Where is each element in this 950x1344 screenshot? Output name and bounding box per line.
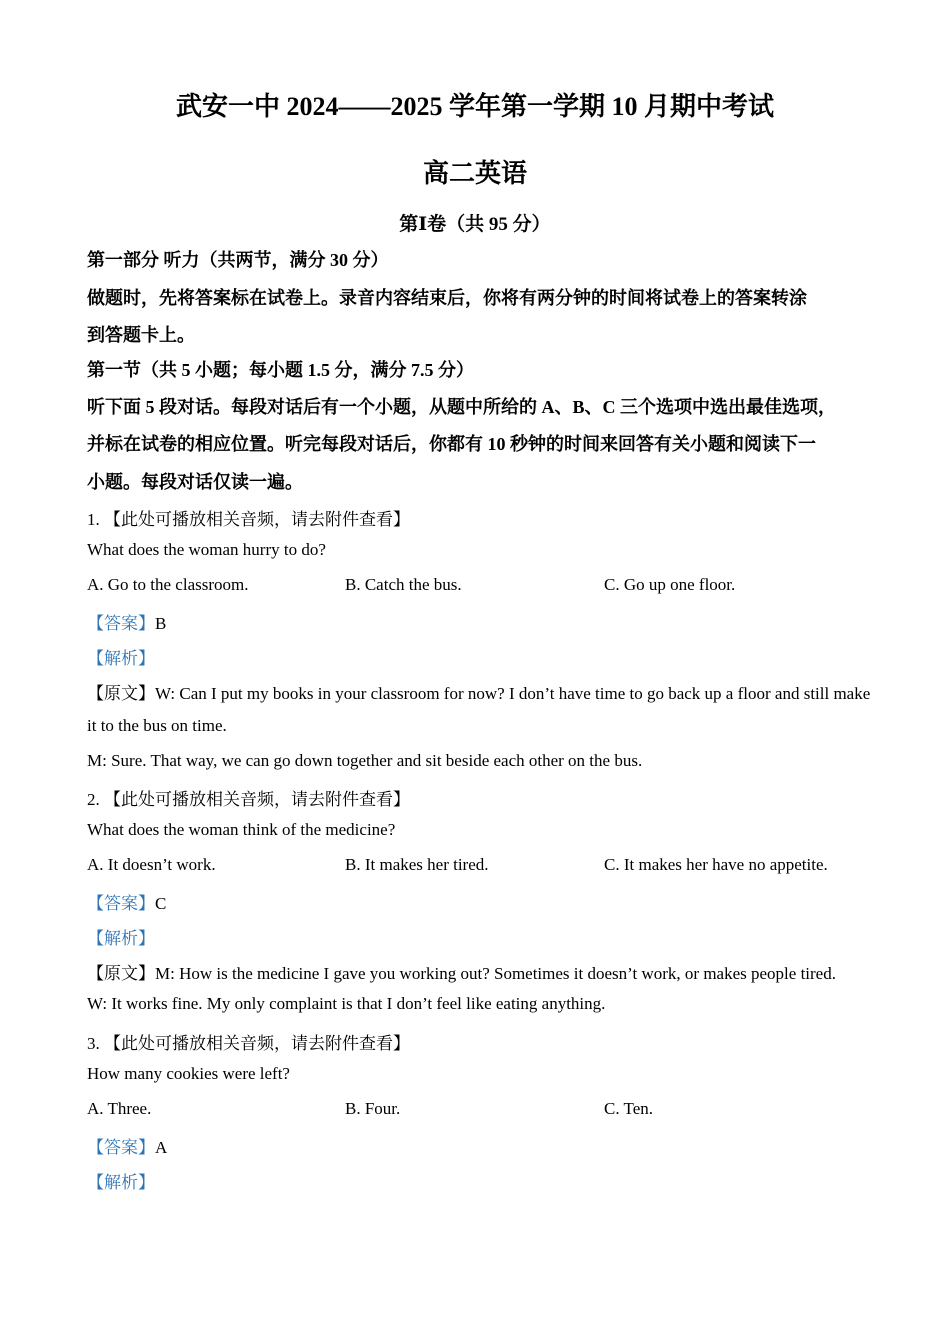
q3-question: How many cookies were left? [87, 1064, 290, 1083]
exam-title: 武安一中 2024——2025 学年第一学期 10 月期中考试 [175, 92, 774, 121]
q2-transcript-line2: W: It works fine. My only complaint is that I don’t feel like eating anything. [87, 994, 606, 1013]
q1-transcript-line1 [87, 679, 870, 704]
q1-answer-value: B [155, 614, 167, 633]
q2-option-b: B. It makes her tired. [345, 855, 489, 874]
section1-instruction-line2: 并标在试卷的相应位置。听完每段对话后，你都有 10 秒钟的时间来回答有关小题和阅读下一 [87, 434, 816, 454]
q1-option-b: B. Catch the bus. [345, 575, 462, 594]
q2-audio-link[interactable]: 2. 【此处可播放相关音频，请去附件查看】 [87, 790, 410, 809]
q1-option-c: C. Go up one floor. [604, 575, 736, 594]
q2-question: What does the woman think of the medicine? [87, 820, 396, 839]
q1-transcript-line3: M: Sure. That way, we can go down together and sit beside each other on the bus. [87, 751, 643, 770]
section1-instruction-line1: 听下面 5 段对话。每段对话后有一个小题，从题中所给的 A、B、C 三个选项中选出最佳选项， [87, 397, 836, 417]
q1-transcript-line2: it to the bus on time. [87, 716, 227, 735]
q3-option-a: A. Three. [87, 1099, 152, 1118]
part1-heading: 第一部分 听力（共两节，满分 30 分） [87, 250, 389, 270]
q2-answer [87, 889, 166, 914]
part1-instruction-line1: 做题时，先将答案标在试卷上。录音内容结束后，你将有两分钟的时间将试卷上的答案转涂 [87, 288, 807, 308]
q1-analysis-label: 【解析】 [87, 649, 155, 668]
transcript-label: 【原文】 [87, 964, 155, 983]
answer-label: 【答案】 [87, 614, 155, 633]
answer-label: 【答案】 [87, 894, 155, 913]
q2-transcript-text1: M: How is the medicine I gave you working out? Sometimes it doesn’t work, or makes people tired. [155, 964, 836, 983]
q3-answer [87, 1133, 167, 1158]
q2-transcript-line1 [87, 959, 836, 984]
q2-answer-value: C [155, 894, 167, 913]
q1-question: What does the woman hurry to do? [87, 540, 326, 559]
transcript-label: 【原文】 [87, 684, 155, 703]
q2-option-c: C. It makes her have no appetite. [604, 855, 828, 874]
volume-title: 第Ⅰ卷（共 95 分） [399, 214, 551, 235]
section1-instruction-line3: 小题。每段对话仅读一遍。 [87, 472, 303, 492]
q3-audio-link[interactable]: 3. 【此处可播放相关音频，请去附件查看】 [87, 1034, 410, 1053]
q3-option-c: C. Ten. [604, 1099, 654, 1118]
q2-option-a: A. It doesn’t work. [87, 855, 216, 874]
q3-option-b: B. Four. [345, 1099, 401, 1118]
subject-title: 高二英语 [422, 159, 527, 188]
q2-analysis-label: 【解析】 [87, 929, 155, 948]
q3-answer-value: A [155, 1138, 168, 1157]
part1-instruction-line2: 到答题卡上。 [87, 325, 195, 345]
q1-transcript-text1: W: Can I put my books in your classroom for now? I don’t have time to go back up a floor and still make [155, 684, 871, 703]
q3-analysis-label: 【解析】 [87, 1173, 155, 1192]
q1-option-a: A. Go to the classroom. [87, 575, 249, 594]
section1-heading: 第一节（共 5 小题；每小题 1.5 分，满分 7.5 分） [87, 360, 474, 380]
answer-label: 【答案】 [87, 1138, 155, 1157]
q1-audio-link[interactable]: 1. 【此处可播放相关音频，请去附件查看】 [87, 510, 410, 529]
q1-answer [87, 609, 166, 634]
